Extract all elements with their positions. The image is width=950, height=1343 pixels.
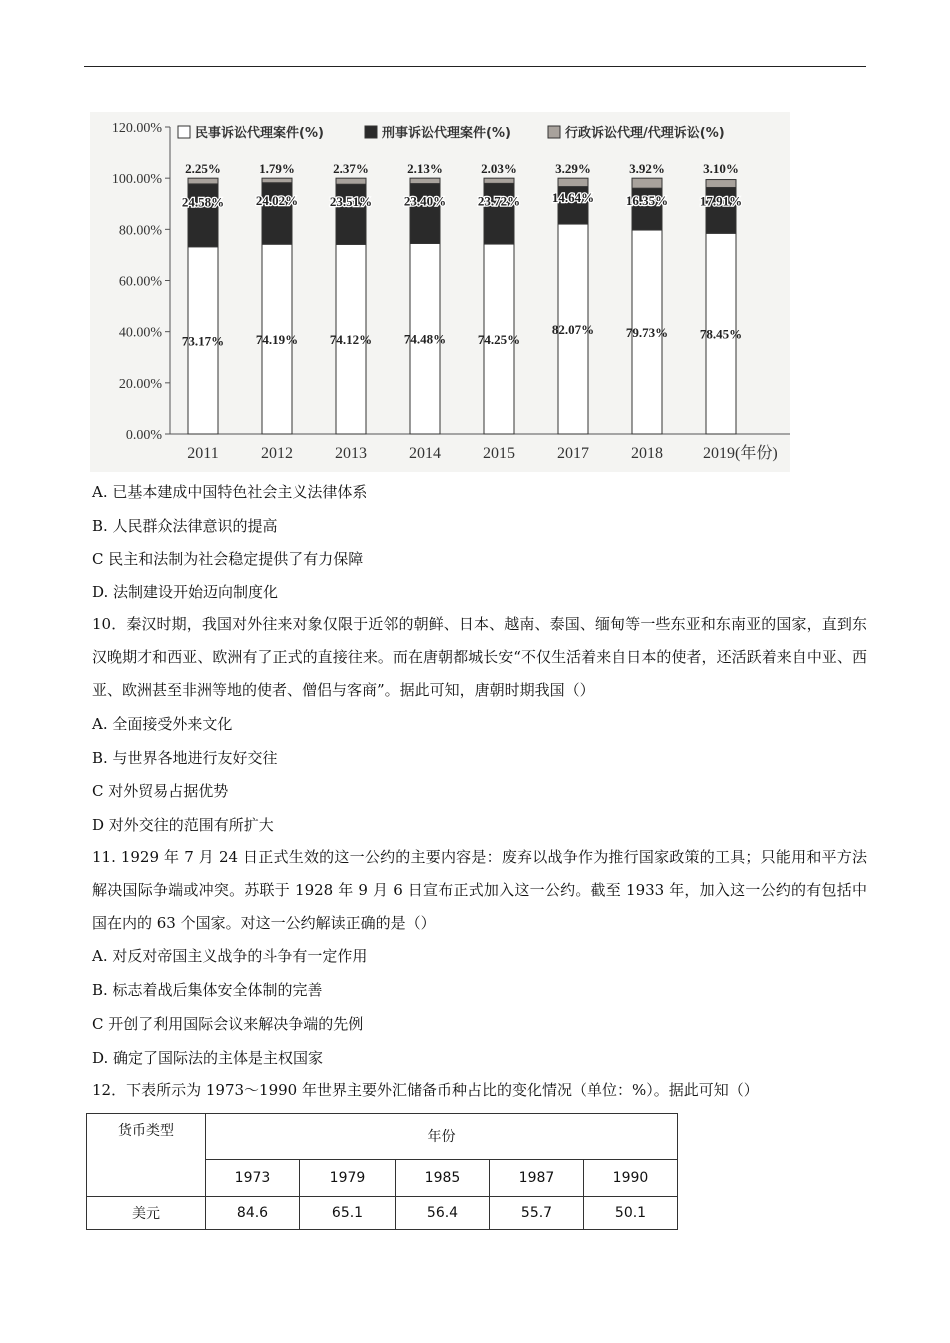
q10-stem: 10．秦汉时期，我国对外往来对象仅限于近邻的朝鲜、日本、越南、泰国、缅甸等一些东亚和东南亚的国家，直到东汉晚期才和西亚、欧洲有了正式的直接往来。而在唐朝都城长安“不仅生活着来自日本的使者，还活跃着来自中亚、西亚、欧洲甚至非洲等地的使者、僧侣与客商”。据此可知，唐朝时期我国（） <box>92 615 867 699</box>
header-rule <box>84 66 866 67</box>
data-label: 2.25% <box>185 161 221 177</box>
reserve-currency-table <box>86 1113 678 1230</box>
x-tick-label: 2012 <box>261 445 293 462</box>
x-tick-label: 2011 <box>187 445 219 462</box>
q9-option-d[interactable]: D. 法制建设开始迈向制度化 <box>92 583 279 601</box>
data-label: 73.17% <box>181 333 225 349</box>
y-tick-label: 60.00% <box>118 274 162 290</box>
table-row-label: 美元 <box>87 1197 206 1230</box>
bar-segment <box>336 178 366 184</box>
data-label: 3.92% <box>629 161 665 177</box>
table-year-header: 1973 <box>206 1159 300 1196</box>
bar-segment <box>410 178 440 183</box>
q11-option-b[interactable]: B. 标志着战后集体安全体制的完善 <box>92 981 323 999</box>
q11-option-d[interactable]: D. 确定了国际法的主体是主权国家 <box>92 1049 324 1067</box>
q10-option-d[interactable]: D 对外交往的范围有所扩大 <box>92 816 274 834</box>
y-tick-label: 80.00% <box>118 223 162 239</box>
bar-segment <box>632 178 662 188</box>
x-tick-label: 2017 <box>557 445 589 462</box>
data-label: 74.12% <box>329 332 373 348</box>
table-row <box>87 1197 678 1230</box>
table-year-header: 1985 <box>396 1159 490 1196</box>
data-label: 23.40% <box>403 193 447 209</box>
x-tick-label: 2014 <box>409 445 441 462</box>
bar-segment <box>188 178 218 184</box>
data-label: 3.29% <box>555 161 591 177</box>
table-year-header: 1990 <box>584 1159 678 1196</box>
q10-option-a[interactable]: A. 全面接受外来文化 <box>92 715 233 733</box>
legend-label: 行政诉讼代理/代理诉讼(%) <box>565 126 725 141</box>
table-cell: 84.6 <box>206 1197 300 1230</box>
q11-option-c[interactable]: C 开创了利用国际会议来解决争端的先例 <box>92 1015 364 1033</box>
q11-option-a[interactable]: A. 对反对帝国主义战争的斗争有一定作用 <box>92 947 368 965</box>
data-label: 24.58% <box>181 194 225 210</box>
data-label: 74.48% <box>403 331 447 347</box>
x-tick-label: 2018 <box>631 445 663 462</box>
data-label: 79.73% <box>625 325 669 341</box>
y-tick-label: 40.00% <box>118 325 162 341</box>
x-tick-label: 2013 <box>335 445 367 462</box>
data-label: 82.07% <box>551 322 595 338</box>
table-cell: 65.1 <box>300 1197 396 1230</box>
q9-option-c[interactable]: C 民主和法制为社会稳定提供了有力保障 <box>92 550 364 568</box>
data-label: 2.03% <box>481 161 517 177</box>
x-tick-label: 2015 <box>483 445 515 462</box>
data-label: 16.35% <box>625 192 669 208</box>
data-label: 17.91% <box>699 193 743 209</box>
table-cell: 50.1 <box>584 1197 678 1230</box>
q10-option-c[interactable]: C 对外贸易占据优势 <box>92 782 229 800</box>
bar-segment <box>262 178 292 183</box>
data-label: 23.51% <box>329 194 373 210</box>
q9-option-b[interactable]: B. 人民群众法律意识的提高 <box>92 517 278 535</box>
legend-label: 民事诉讼代理案件(%) <box>195 126 324 141</box>
data-label: 23.72% <box>477 193 521 209</box>
q12-stem: 12．下表所示为 1973～1990 年世界主要外汇储备币种占比的变化情况（单位：%）。据此可知（） <box>92 1081 759 1099</box>
legend-swatch <box>178 126 190 138</box>
y-tick-label: 20.00% <box>118 376 162 392</box>
y-tick-label: 0.00% <box>125 428 162 443</box>
bar-segment <box>558 178 588 186</box>
data-label: 78.45% <box>699 326 743 342</box>
stacked-bar-chart <box>90 112 800 472</box>
data-label: 74.19% <box>255 332 299 348</box>
y-tick-label: 120.00% <box>111 121 162 136</box>
data-label: 2.37% <box>333 161 369 177</box>
x-tick-label: 2019(年份) <box>703 445 778 462</box>
data-label: 74.25% <box>477 332 521 348</box>
table-cell: 56.4 <box>396 1197 490 1230</box>
bar-segment <box>706 180 736 188</box>
table-cell: 55.7 <box>490 1197 584 1230</box>
table-year-header: 1979 <box>300 1159 396 1196</box>
data-label: 2.13% <box>407 161 443 177</box>
data-label: 14.64% <box>551 190 595 206</box>
legend-swatch <box>548 126 560 138</box>
bar-segment <box>484 178 514 183</box>
bar-segment <box>188 184 218 247</box>
legend-label: 刑事诉讼代理案件(%) <box>382 126 511 141</box>
data-label: 24.02% <box>255 192 299 208</box>
legend-swatch <box>365 126 377 138</box>
y-tick-label: 100.00% <box>111 172 162 188</box>
q9-option-a[interactable]: A. 已基本建成中国特色社会主义法律体系 <box>92 483 368 501</box>
q11-stem: 11. 1929 年 7 月 24 日正式生效的这一公约的主要内容是：废弃以战争作为推行国家政策的工具；只能用和平方法解决国际争端或冲突。苏联于 1928 年 9 月 6 日宣布正式加入这一公约。截至 1933 年，加入这一公约的有包括中国在内的 63 个国家。对这一公约解读正确的是（） <box>92 848 867 932</box>
table-corner-header: 货币类型 <box>87 1114 206 1197</box>
data-label: 1.79% <box>259 161 295 177</box>
table-year-group-header: 年份 <box>206 1114 678 1160</box>
data-label: 3.10% <box>703 161 739 177</box>
table-year-header: 1987 <box>490 1159 584 1196</box>
q10-option-b[interactable]: B. 与世界各地进行友好交往 <box>92 749 278 767</box>
